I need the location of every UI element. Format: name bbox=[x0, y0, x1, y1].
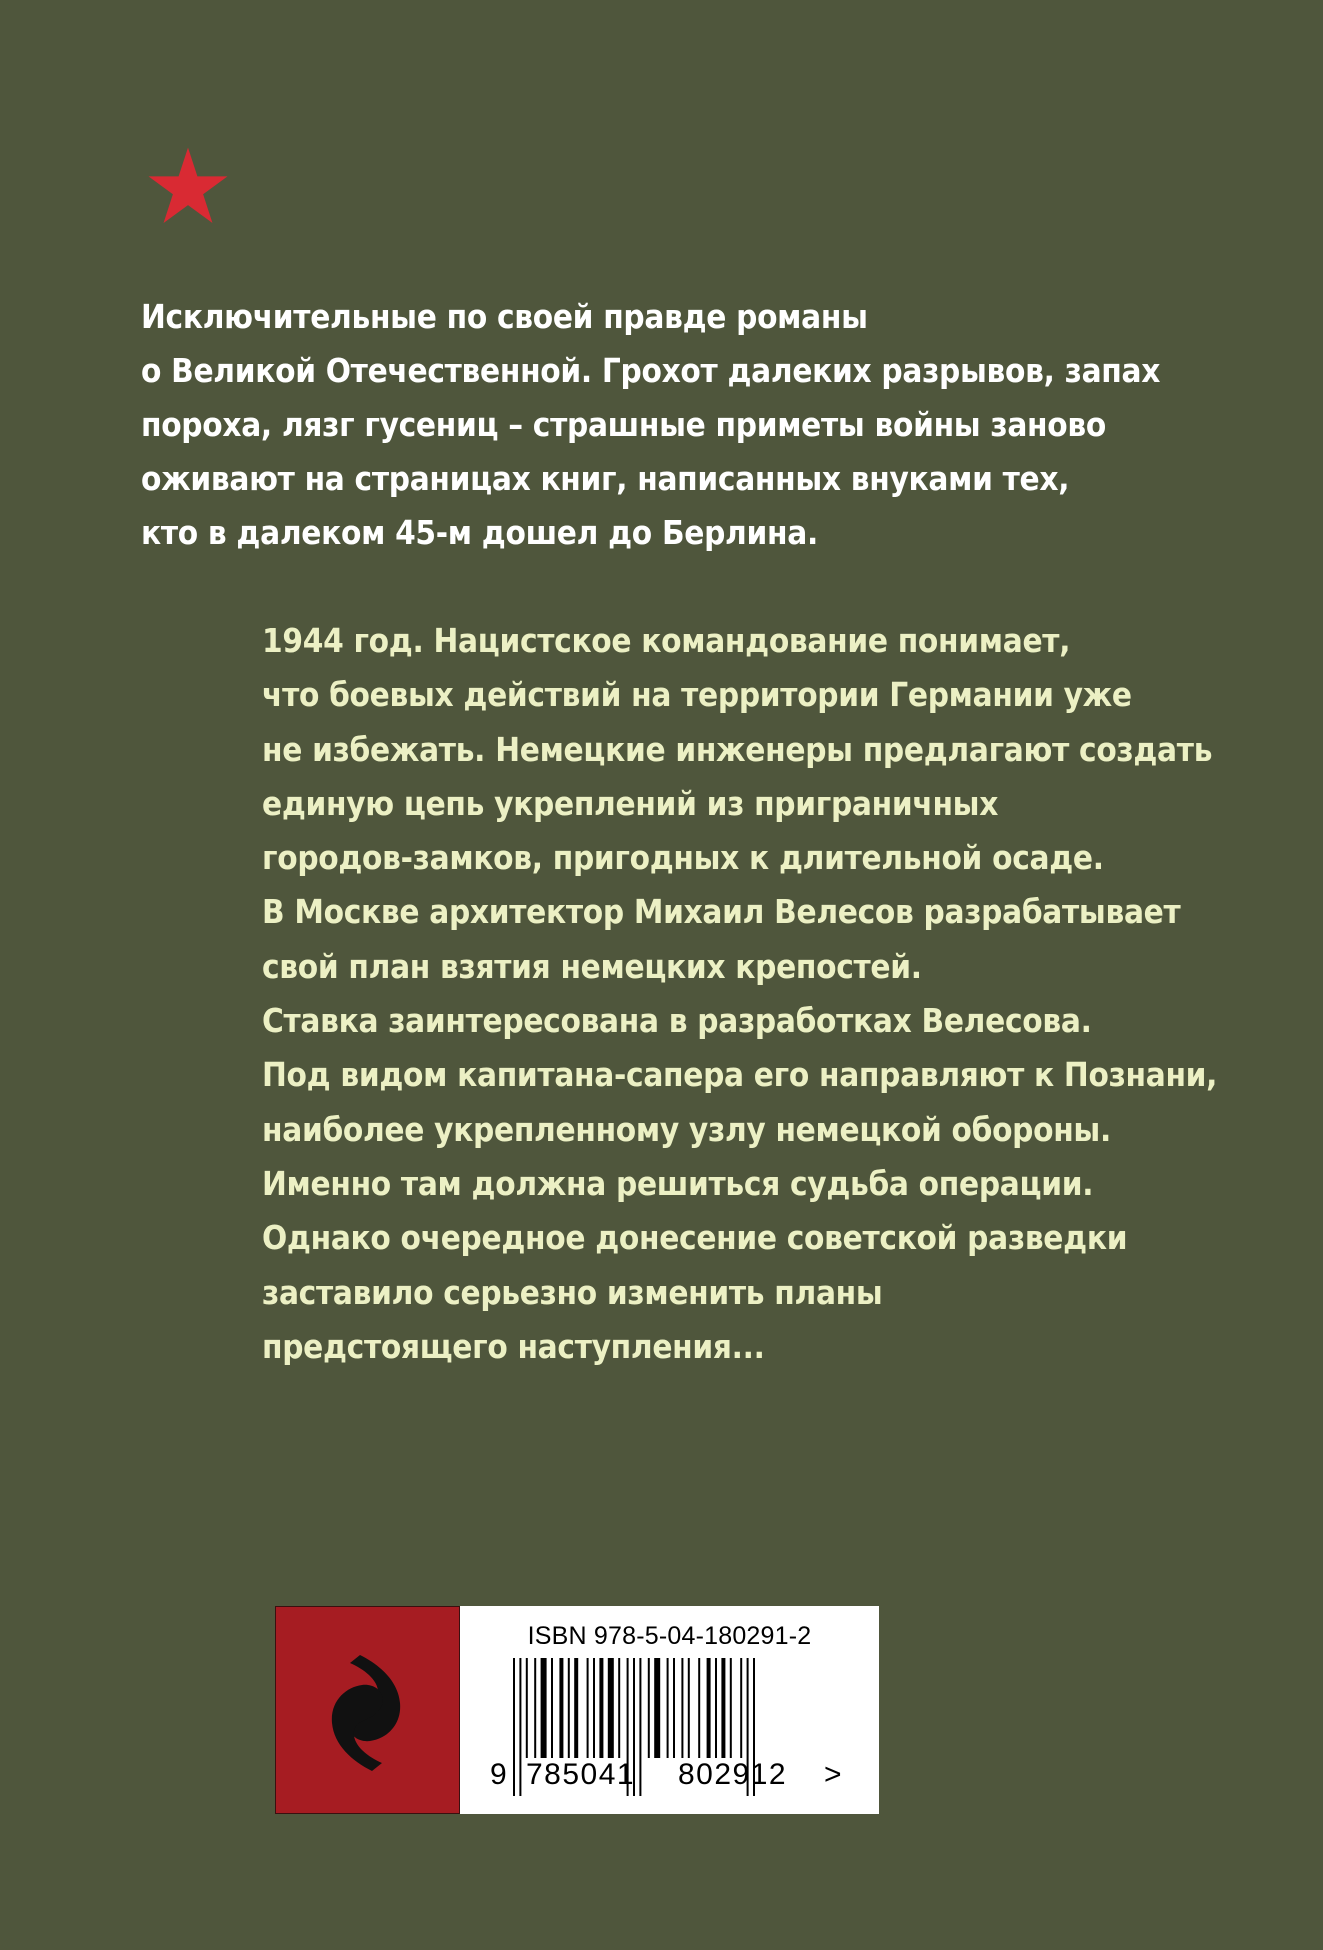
barcode-bar bbox=[715, 1658, 717, 1758]
imprint-block bbox=[275, 1606, 879, 1814]
barcode-bar bbox=[688, 1658, 690, 1758]
barcode-bar bbox=[673, 1658, 675, 1758]
synopsis-line: городов-замков, пригодных к длительной осаде. bbox=[262, 838, 1104, 878]
barcode-bar bbox=[593, 1658, 595, 1758]
barcode-bar bbox=[648, 1658, 650, 1758]
barcode-bar bbox=[681, 1658, 683, 1758]
barcode-arrow: > bbox=[824, 1758, 842, 1791]
book-synopsis bbox=[262, 614, 1262, 1374]
blurb-line: кто в далеком 45-м дошел до Берлина. bbox=[141, 513, 818, 552]
synopsis-line: заставило серьезно изменить планы bbox=[262, 1272, 883, 1312]
synopsis-line: Под видом капитана-сапера его направляют к Познани, bbox=[262, 1055, 1218, 1095]
blurb-line: о Великой Отечественной. Грохот далеких разрывов, запах bbox=[141, 351, 1161, 390]
barcode-bar bbox=[618, 1658, 620, 1758]
cover-blurb bbox=[141, 290, 1161, 560]
barcode-bar bbox=[559, 1658, 563, 1758]
barcode-bar bbox=[740, 1658, 742, 1758]
isbn-label: ISBN 978-5-04-180291-2 bbox=[527, 1622, 812, 1650]
barcode-bar bbox=[654, 1658, 660, 1758]
publisher-logo bbox=[275, 1606, 460, 1814]
barcode-bar bbox=[698, 1658, 700, 1758]
barcode-bar bbox=[707, 1658, 711, 1758]
synopsis-line: единую цепь укреплений из приграничных bbox=[262, 783, 999, 823]
barcode-right-group: 802912 bbox=[678, 1758, 788, 1791]
synopsis-line: не избежать. Немецкие инженеры предлагают создать bbox=[262, 729, 1213, 769]
blurb-line: оживают на страницах книг, написанных внуками тех, bbox=[141, 459, 1070, 498]
synopsis-line: предстоящего наступления... bbox=[262, 1326, 765, 1366]
barcode-bar bbox=[526, 1658, 528, 1758]
barcode-first-digit: 9 bbox=[490, 1758, 507, 1791]
barcode-bar bbox=[599, 1658, 603, 1758]
blurb-line: пороха, лязг гусениц – страшные приметы войны заново bbox=[141, 405, 1106, 444]
synopsis-line: свой план взятия немецких крепостей. bbox=[262, 946, 922, 986]
barcode-bar bbox=[541, 1658, 547, 1758]
blurb-line: Исключительные по своей правде романы bbox=[141, 297, 868, 336]
publisher-logo-icon bbox=[320, 1647, 412, 1779]
barcode-bar bbox=[568, 1658, 570, 1758]
red-star-icon bbox=[146, 146, 230, 230]
barcode-bar bbox=[574, 1658, 578, 1758]
synopsis-line: В Москве архитектор Михаил Велесов разрабатывает bbox=[262, 892, 1181, 932]
synopsis-line: 1944 год. Нацистское командование понимает, bbox=[262, 621, 1071, 660]
synopsis-line: наиболее укрепленному узлу немецкой обороны. bbox=[262, 1109, 1111, 1149]
barcode-bar bbox=[587, 1658, 589, 1758]
barcode-digits bbox=[490, 1758, 850, 1792]
synopsis-line: Именно там должна решиться судьба операции. bbox=[262, 1163, 1094, 1203]
synopsis-line: Ставка заинтересована в разработках Велесова. bbox=[262, 1001, 1092, 1041]
synopsis-line: Однако очередное донесение советской разведки bbox=[262, 1218, 1128, 1258]
barcode-bar bbox=[667, 1658, 669, 1758]
isbn-barcode bbox=[460, 1606, 879, 1814]
barcode-left-group: 785041 bbox=[526, 1758, 636, 1791]
barcode-bar bbox=[534, 1658, 536, 1758]
barcode-bar bbox=[608, 1658, 614, 1758]
synopsis-line: что боевых действий на территории Германии уже bbox=[262, 675, 1132, 715]
barcode-bar bbox=[730, 1658, 732, 1758]
barcode-bar bbox=[551, 1658, 553, 1758]
barcode-bar bbox=[721, 1658, 725, 1758]
